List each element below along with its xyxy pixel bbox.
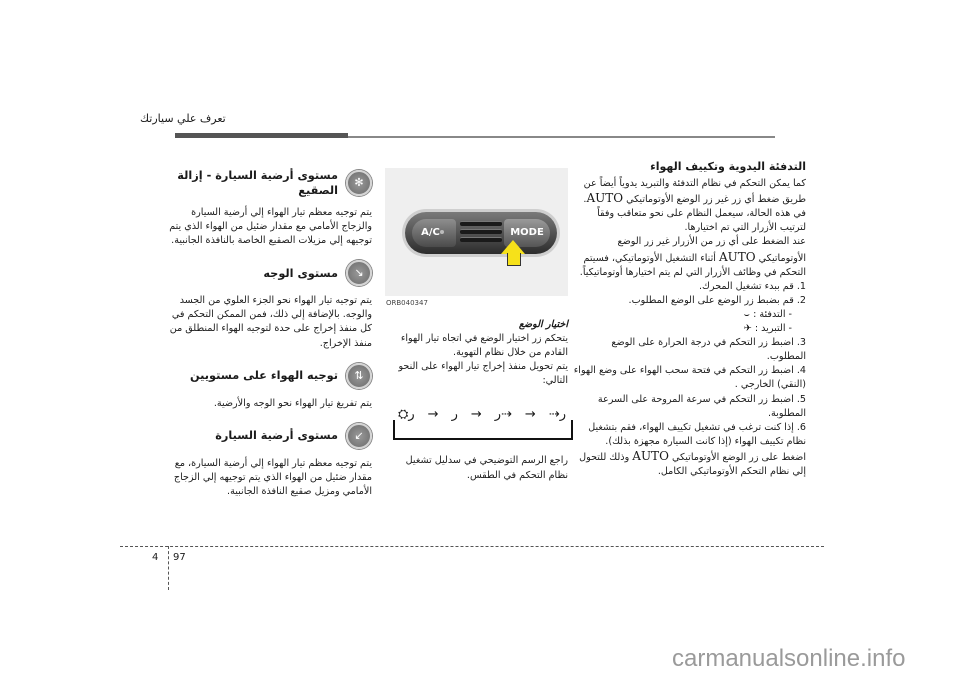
mode-cycle-diagram (385, 408, 568, 442)
mode-entry-floor (160, 423, 372, 449)
face-icon: ↘ (346, 260, 372, 286)
page-number-divider (168, 546, 169, 590)
ac-button (412, 219, 456, 247)
climate-control-figure (385, 168, 568, 307)
mode-entry-face (160, 260, 372, 286)
header-accent-bar (175, 133, 348, 138)
page-number: 97 (173, 552, 186, 563)
auto-term: AUTO (632, 448, 669, 463)
floor-defrost-icon: ✻ (346, 170, 372, 196)
intro-text: عند الضغط على أي زر من الأزرار غير زر الوضع الأوتوماتيكي (617, 236, 806, 264)
step-item: 5. اضبط زر التحكم في سرعة المروحة على السرعة المطلوبة. (597, 393, 806, 419)
footer-divider (120, 546, 824, 547)
mode-title: مستوى أرضية السيارة - إزالة الصقيع (177, 169, 338, 197)
mode-title: مستوى الوجه (263, 266, 338, 280)
arrow-right-icon: → (470, 407, 482, 423)
floor-defrost-icon: ⛭ﺭ (398, 407, 415, 423)
intro-text: كما يمكن التحكم في نظام التدفئة والتبريد يدوياً أيضاً عن طريق ضغط أي زر غير زر الوضع الأوتوماتيكي (583, 178, 806, 206)
auto-term: AUTO (718, 249, 756, 264)
vent-grille (460, 221, 502, 245)
intro-text: . في هذه الحالة، سيعمل النظام على نحو متعاقب وفقاً لترتيب الأزرار التي تم اختيارها. (583, 194, 806, 234)
mode-title: مستوى أرضية السيارة (215, 429, 338, 443)
mode-entry-bilevel (160, 363, 372, 389)
step-item: 3. اضبط زر التحكم في درجة الحرارة على الوضع المطلوب. (611, 337, 806, 363)
control-panel (405, 212, 557, 254)
ac-label: A/C (421, 227, 440, 238)
step-item: 2. قم بضبط زر الوضع على الوضع المطلوب. (628, 294, 806, 306)
final-text: وذلك للتحول إلي نظام التحكم الأوتوماتيكي الكامل. (579, 451, 806, 477)
floor-icon: ﺭ (451, 407, 458, 423)
bilevel-icon: ﺭ⇢ (494, 407, 512, 423)
final-paragraph (570, 449, 806, 479)
indicator-led-icon (440, 230, 444, 234)
section-title: التدفئة اليدوية وتكييف الهواء (650, 160, 806, 173)
mode-description: يتم توجيه معظم تيار الهواء إلي أرضية السيارة والزجاج الأمامي مع مقدار ضئيل من الهواء الذي يتم توجيهه إلي مزيلات الصقيع الخاصة بالنافذة الجانبية. (169, 207, 372, 247)
step-sub-cooling (570, 322, 806, 336)
intro-text: أثناء التشغيل الأوتوماتيكي، فسيتم التحكم في وظائف الأزرار التي لم يتم اختيارها أوتوماتيكياً. (579, 252, 806, 278)
step-sub-heating (570, 308, 806, 322)
cycle-return-line (393, 420, 573, 440)
floor-vent-icon: ⌣ (743, 308, 750, 320)
watermark: carmanualsonline.info (672, 645, 906, 672)
face-icon: ⇢ﺭ (548, 407, 566, 423)
arrow-right-icon: → (524, 407, 536, 423)
mode-entry-floor-defrost (160, 168, 372, 198)
right-column (570, 160, 806, 479)
arrow-right-icon: → (427, 407, 439, 423)
reference-note: راجع الرسم التوضيحي في سدليل تشغيل نظام التحكم في الطقس. (405, 455, 568, 481)
mode-button: MODE (504, 219, 550, 247)
steps-list (570, 280, 806, 449)
chapter-number: 4 (152, 552, 159, 563)
step-item: 1. قم ببدء تشغيل المحرك. (698, 280, 806, 292)
intro-paragraph-1 (570, 177, 806, 235)
face-vent-icon: ✈ (743, 323, 752, 335)
heating-label: - التدفئة : (753, 308, 792, 320)
left-column (160, 168, 372, 511)
mode-description: يتم توجيه معظم تيار الهواء إلي أرضية السيارة، مع مقدار ضئيل من الهواء الذي يتم توجيهه إلي الزجاج الأمامي ومزيل صقيع النافذة الجانبية. (173, 457, 372, 497)
mode-title: توجيه الهواء على مستويين (190, 369, 338, 383)
auto-term: AUTO (586, 191, 624, 206)
mode-description: يتم تفريغ تيار الهواء نحو الوجه والأرضية. (213, 397, 372, 409)
mode-selection-heading: اختيار الوضع (518, 319, 568, 330)
middle-column (385, 168, 568, 483)
floor-icon: ↙ (346, 423, 372, 449)
mode-description: يتم توجيه تيار الهواء نحو الجزء العلوي من الجسد والوجه. بالإضافة إلي ذلك، فمن الممكن التحكم في كل منفذ إخراج على حدة لتوجيه الهواء المنطلق من منفذ الإخراج. (169, 295, 372, 349)
step-item: 4. اضبط زر التحكم في فتحة سحب الهواء على وضع الهواء (النقي) الخارجي . (573, 365, 806, 391)
final-text: اضغط على زر الوضع الأوتوماتيكي (671, 451, 806, 463)
section-header-title: تعرف علي سيارتك (140, 112, 226, 125)
mode-text-2: يتم تحويل منفذ إخراج تيار الهواء على النحو التالي: (398, 361, 568, 387)
figure-code: ORB040347 (386, 298, 428, 307)
cooling-label: - التبريد : (754, 323, 792, 335)
intro-paragraph-2 (570, 235, 806, 279)
step-item: 6. إذا كنت ترغب في تشغيل تكييف الهواء، فقم بتشغيل نظام تكييف الهواء (إذا كانت السيارة مجهزة بذلك). (588, 421, 806, 447)
bilevel-icon: ⇅ (346, 363, 372, 389)
mode-text-1: يتحكم زر اختيار الوضع في اتجاه تيار الهواء القادم من خلال نظام التهوية. (400, 333, 568, 359)
